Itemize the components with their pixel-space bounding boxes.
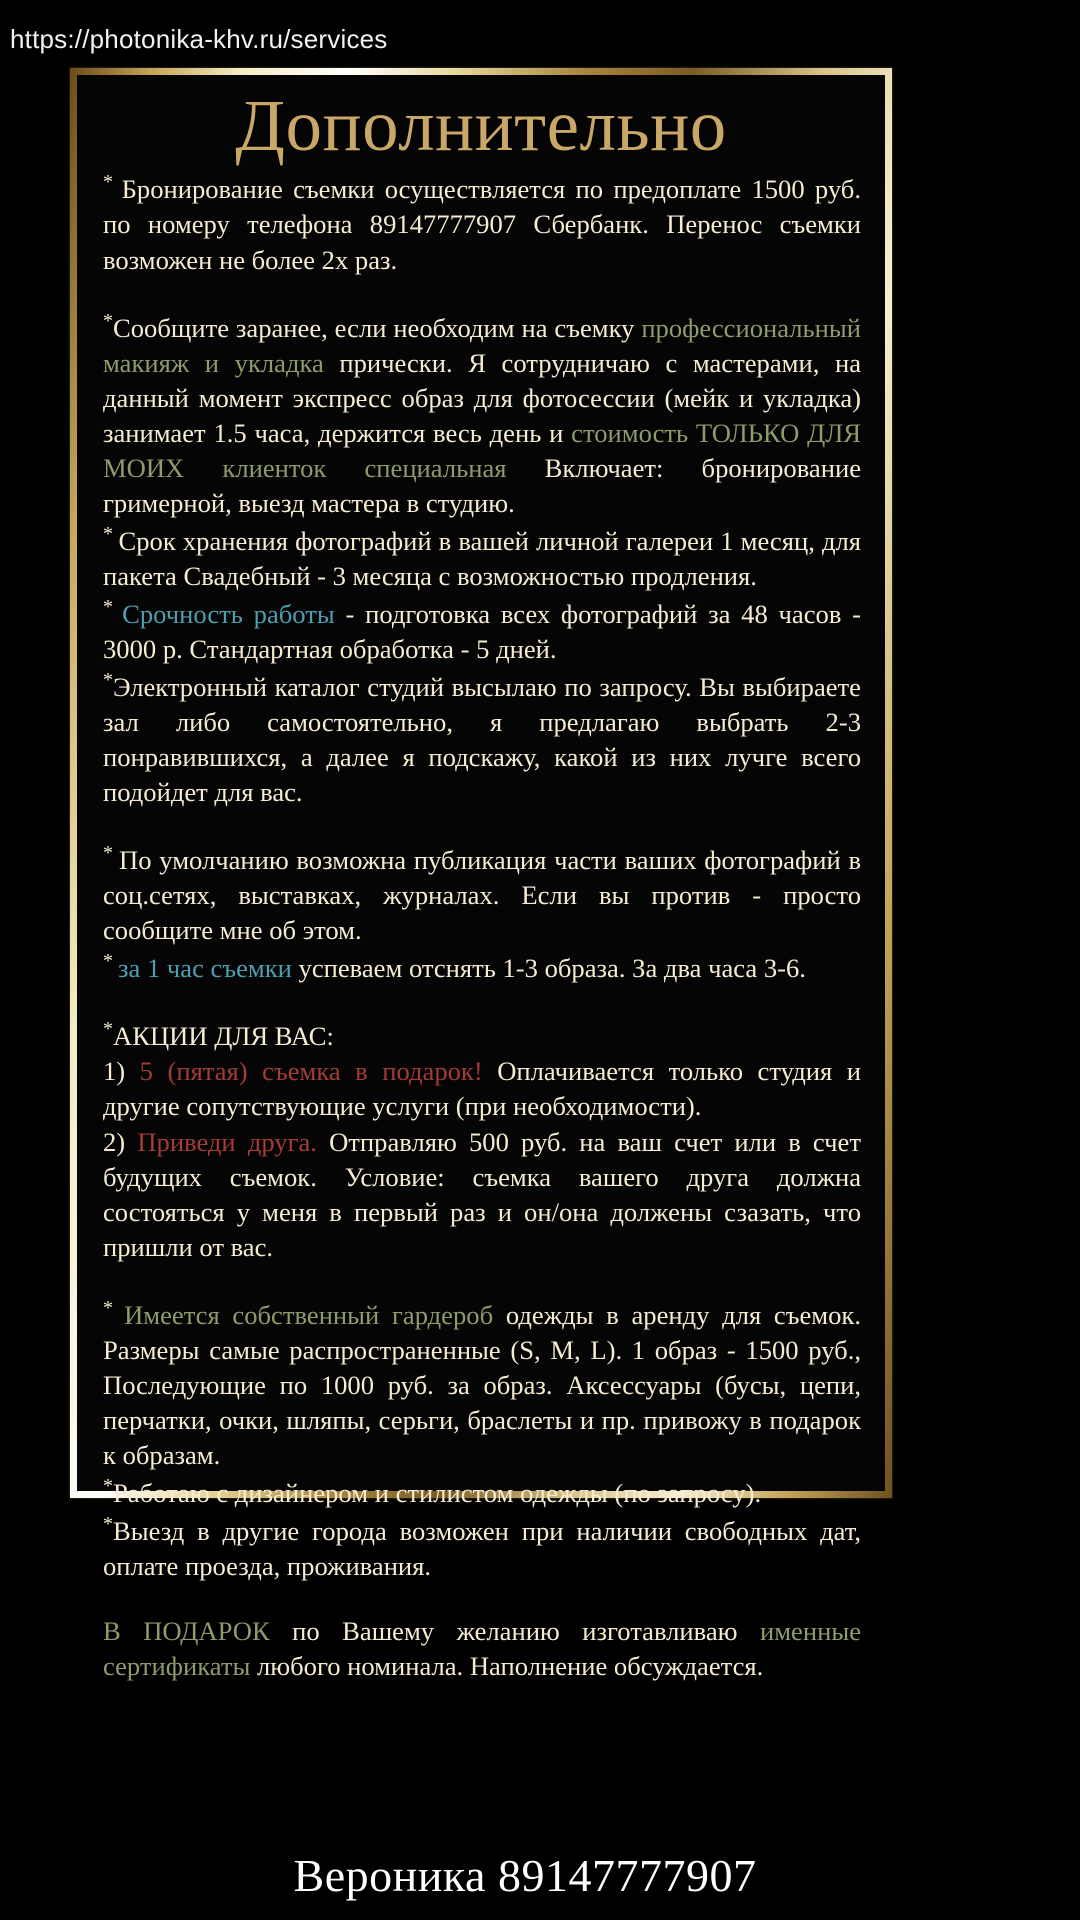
text-run-makeup-4: стоимость ТОЛЬКО ДЛЯ МОИХ клиенток специальная [103,417,861,483]
text-run-gift-3: любого номинала. Наполнение обсуждается. [250,1651,764,1682]
text-run-designer-1: Работаю с дизайнером и стилистом одежды (по запросу). [113,1478,762,1509]
paragraph-promo-1 [103,1054,861,1124]
paragraph-catalog [103,667,861,810]
text-run-wardrobe-1: Имеется собственный гардероб [124,1299,494,1330]
text-run-urgency-1: Срочность работы [122,598,335,629]
text-run-makeup-3: прически. Я сотрудничаю с мастерами, на данный момент экспресс образ для фотосессии (мейк и укладка) занимает 1.5 часа, держится весь день и [103,347,861,448]
poster-content [77,75,885,1682]
text-run-promo-2-1: Приведи друга. [137,1126,317,1157]
text-run-catalog-0: * [103,669,113,692]
text-run-makeup-2: профессиональный макияж и укладка [103,312,861,378]
text-run-storage-0: * [103,523,119,546]
text-run-makeup-5: Включает: бронирование гримерной, выезд мастера в студию. [103,452,862,518]
paragraph-makeup [103,308,861,521]
text-run-travel-1: Выезд в другие города возможен при наличии свободных дат, оплате проезда, проживания. [103,1516,861,1582]
paragraph-urgency [103,594,861,667]
paragraph-promo-2 [103,1125,861,1265]
poster-body [95,169,867,1684]
text-run-perhour-2: успеваем отснять 1-3 образа. За два часа 3-6. [291,953,806,984]
text-run-wardrobe-0: * [103,1296,125,1319]
block-spacer [103,278,861,308]
text-run-publication-1: По умолчанию возможна публикация части ваших фотографий в соц.сетях, выставках, журналах. Если вы против - просто сообщите мне об этом. [103,845,861,946]
paragraph-travel [103,1511,861,1584]
text-run-promo-2-0: 2) [103,1126,138,1157]
text-run-urgency-0: * [103,596,123,619]
paragraph-booking [103,169,861,277]
text-run-gift-2: именные сертификаты [103,1616,861,1682]
text-run-promo-1-0: 1) [103,1056,140,1087]
paragraph-designer [103,1473,861,1511]
text-run-promo-1-2: Оплачивается только студия и другие сопутствующие услуги (при необходимости). [103,1056,861,1122]
block-spacer [103,810,861,840]
paragraph-perhour [103,948,861,986]
text-run-gift-1: по Вашему желанию изготавливаю [269,1616,760,1647]
paragraph-storage [103,521,861,594]
text-run-designer-0: * [103,1475,113,1498]
block-spacer [103,986,861,1016]
text-run-promo-2-2: Отправляю 500 руб. на ваш счет или в счет будущих съемок. Условие: съемка вашего друга должна состояться у меня в первый раз и он/она должены сзазать, что пришли от вас. [103,1126,861,1262]
text-run-publication-0: * [103,842,120,865]
text-run-catalog-1: Электронный каталог студий высылаю по запросу. Вы выбираете зал либо самостоятельно, я предлагаю выбрать 2-3 понравившихся, а далее я подскажу, какой из них лучге всего подойдет для вас. [103,671,861,808]
text-run-booking-1: Бронирование съемки осуществляется по предоплате 1500 руб. по номеру телефона 89147777907 Сбербанк. Перенос съемки возможен не более 2х раз. [103,174,861,275]
text-run-travel-0: * [103,1513,113,1536]
text-run-perhour-1: за 1 час съемки [118,953,292,984]
text-run-storage-1: Срок хранения фотографий в вашей личной галереи 1 месяц, для пакета Свадебный - 3 месяца с возможностью продления. [103,525,862,591]
text-run-makeup-1: Сообщите заранее, если необходим на съемку [113,312,642,343]
url-text: https://photonika-khv.ru/services [10,24,388,54]
paragraph-wardrobe [103,1295,861,1473]
paragraph-gift [103,1614,861,1684]
footer-contact: Вероника 89147777907 [293,1850,757,1901]
text-run-wardrobe-2: одежды в аренду для съемок. Размеры самые распространенные (S, M, L). 1 образ - 1500 руб., Последующие по 1000 руб. за образ. Аксессуары (бусы, цепи, перчатки, очки, шляпы, серьги, браслеты и пр. привожу в подарок к образам. [103,1299,861,1471]
text-run-promo-1-1: 5 (пятая) съемка в подарок! [139,1056,483,1087]
text-run-makeup-0: * [103,309,113,332]
page-title: Дополнительно [235,85,727,166]
paragraph-promos-header [103,1016,861,1054]
text-run-promos-header-1: АКЦИИ ДЛЯ ВАС: [113,1021,334,1052]
text-run-promos-header-0: * [103,1018,113,1041]
text-run-perhour-0: * [103,950,118,973]
block-spacer [103,1265,861,1295]
paragraph-publication [103,840,861,948]
poster-gold-frame [70,68,892,1682]
block-spacer [103,1584,861,1614]
text-run-urgency-2: - подготовка всех фотографий за 48 часов - 3000 р. Стандартная обработка - 5 дней. [103,598,862,665]
text-run-gift-0: В ПОДАРОК [103,1616,270,1647]
text-run-booking-0: * [103,171,122,194]
